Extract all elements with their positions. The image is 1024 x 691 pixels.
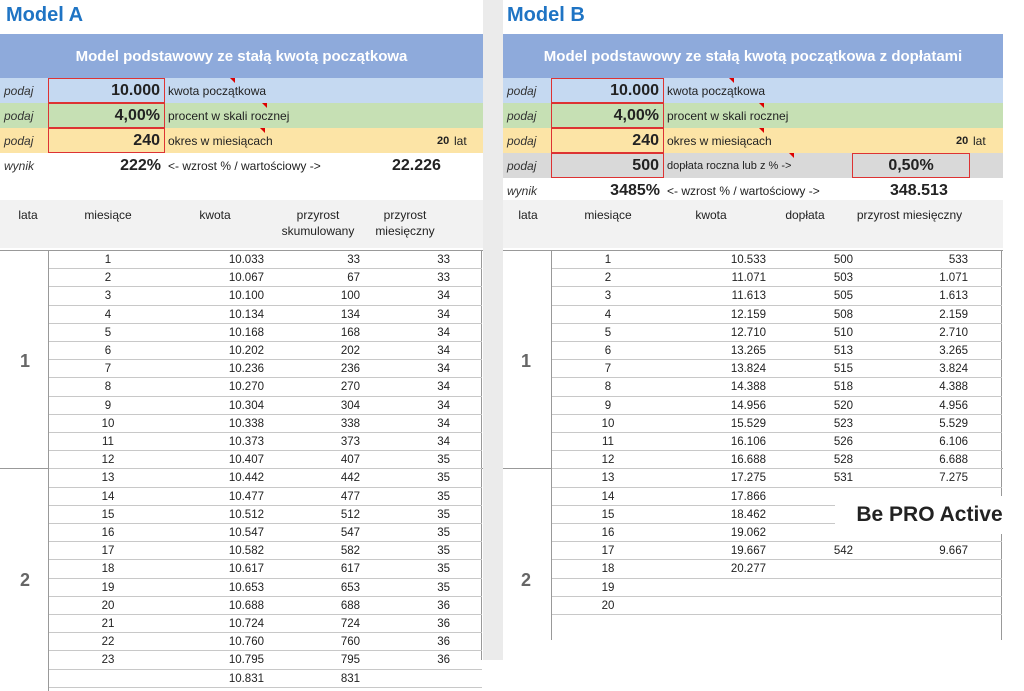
cell-miesiac: 15	[601, 508, 615, 521]
cell-miesiac: 17	[601, 545, 615, 558]
cell-miesiac: 1	[104, 254, 112, 266]
cell-kwota: 10.067	[228, 272, 264, 285]
doplata-percent-input[interactable]: 0,50%	[852, 153, 970, 178]
cell-kwota: 10.760	[228, 636, 264, 649]
header-przyrost-miesieczny: przyrost miesięczny	[856, 208, 963, 222]
table-row	[0, 506, 483, 524]
param-desc: procent w skali rocznej	[667, 108, 789, 123]
year-label: 2	[521, 570, 532, 590]
cell-przyrost-miesieczny: 4.388	[939, 381, 968, 394]
table-row	[0, 651, 483, 669]
cell-przyrost-skumulowany: 547	[340, 527, 360, 539]
table-row	[0, 542, 483, 560]
cell-doplata: 513	[833, 345, 853, 357]
cell-kwota: 10.304	[228, 399, 264, 412]
kwota-input[interactable]: 10.000	[551, 78, 664, 103]
cell-kwota	[693, 597, 766, 615]
cell-przyrost-miesieczny: 34	[437, 363, 450, 376]
cell-przyrost-miesieczny: 35	[437, 454, 450, 467]
cell-miesiac: 19	[601, 581, 615, 594]
cell-przyrost-miesieczny: 34	[437, 326, 450, 339]
cell-przyrost-skumulowany: 338	[340, 417, 360, 430]
cell-miesiac: 17	[101, 545, 115, 558]
cell-kwota: 19.062	[730, 527, 766, 539]
lata-value: 20	[956, 134, 969, 147]
cell-przyrost-miesieczny: 35	[437, 472, 450, 485]
cell-doplata: 510	[833, 326, 853, 339]
cell-doplata: 515	[833, 363, 853, 376]
cell-kwota: 10.202	[228, 345, 264, 357]
param-row-okres	[0, 128, 483, 153]
cell-kwota: 10.338	[228, 417, 264, 430]
table-row	[0, 360, 483, 378]
result-desc: <- wzrost % / wartościowy ->	[667, 183, 820, 198]
table-row	[503, 415, 1003, 433]
cell-miesiac: 11	[602, 436, 614, 448]
cell-przyrost-miesieczny: 35	[437, 508, 450, 521]
cell-doplata: 518	[833, 381, 853, 394]
cell-miesiac: 14	[101, 490, 115, 503]
table-row	[503, 287, 1003, 305]
table-row	[0, 451, 483, 469]
cell-doplata	[783, 597, 853, 615]
header-miesiace: miesiące	[84, 208, 132, 222]
table-row	[503, 342, 1003, 360]
cell-przyrost-miesieczny: 35	[437, 545, 450, 558]
year-label: 2	[20, 570, 31, 590]
okres-input[interactable]: 240	[48, 128, 165, 153]
table-row	[0, 633, 483, 651]
cell-przyrost-skumulowany: 442	[340, 472, 360, 485]
cell-przyrost-miesieczny: 1.071	[939, 272, 968, 285]
param-label: podaj	[507, 108, 537, 123]
cell-przyrost-skumulowany: 688	[340, 599, 360, 612]
cell-miesiac: 7	[104, 363, 112, 376]
cell-kwota: 10.533	[730, 254, 766, 266]
cell-miesiac: 12	[601, 454, 615, 467]
cell-doplata: 505	[833, 290, 853, 303]
cell-przyrost-miesieczny: 2.710	[939, 326, 968, 339]
cell-doplata: 503	[833, 272, 853, 285]
model-b-banner: Model podstawowy ze stałą kwotą początkowa z dopłatami	[503, 34, 1003, 78]
faded-bottom	[503, 640, 1024, 691]
cell-miesiac: 8	[604, 381, 612, 394]
cell-kwota: 15.529	[730, 417, 766, 430]
cell-miesiac: 8	[104, 381, 112, 394]
param-row-kwota	[0, 78, 483, 103]
table-row	[0, 306, 483, 324]
table-row	[503, 378, 1003, 396]
cell-przyrost-skumulowany: 617	[340, 563, 360, 576]
cell-miesiac: 3	[104, 290, 112, 303]
cell-kwota: 14.388	[730, 381, 766, 394]
table-row	[503, 324, 1003, 342]
cell-miesiac: 10	[601, 417, 615, 430]
cell-przyrost-miesieczny: 3.265	[939, 345, 968, 357]
cell-miesiac: 2	[104, 272, 112, 285]
table-row	[0, 524, 483, 542]
cell-miesiac: 6	[604, 345, 612, 357]
cell-miesiac: 12	[101, 454, 115, 467]
header-przyrost-miesieczny: przyrost miesięczny	[375, 208, 435, 238]
cell-przyrost-miesieczny: 3.824	[939, 363, 968, 376]
table-row	[503, 397, 1003, 415]
param-label: podaj	[4, 83, 34, 98]
table-row	[0, 324, 483, 342]
cell-miesiac: 19	[101, 581, 115, 594]
cell-kwota: 10.688	[228, 599, 264, 612]
cell-kwota: 11.071	[731, 272, 766, 285]
param-label: podaj	[507, 83, 537, 98]
table-row	[503, 360, 1003, 378]
cell-przyrost-skumulowany: 33	[347, 254, 360, 266]
table-row	[503, 542, 1003, 560]
cell-przyrost-skumulowany: 724	[340, 618, 360, 630]
watermark-text: Be PRO Active	[835, 496, 1024, 534]
cell-kwota: 13.824	[730, 363, 766, 376]
cell-przyrost-miesieczny: 34	[437, 399, 450, 412]
table-row	[0, 615, 483, 633]
param-label: podaj	[507, 133, 537, 148]
header-miesiace: miesiące	[584, 208, 632, 222]
cell-przyrost-miesieczny	[380, 670, 450, 688]
result-percent: 222%	[120, 156, 161, 174]
panel-divider	[483, 0, 503, 660]
table-row	[0, 378, 483, 396]
table-row	[503, 597, 1003, 615]
cell-przyrost-miesieczny: 33	[437, 272, 450, 285]
cell-przyrost-skumulowany: 67	[347, 272, 360, 285]
cell-przyrost-miesieczny	[883, 560, 968, 578]
param-row-doplata	[503, 153, 1003, 178]
cell-kwota: 10.033	[228, 254, 264, 266]
procent-input[interactable]: 4,00%	[551, 103, 664, 128]
procent-input[interactable]: 4,00%	[48, 103, 165, 128]
cell-miesiac: 4	[104, 308, 112, 321]
table-row	[0, 597, 483, 615]
cell-kwota: 10.373	[228, 436, 264, 448]
table-row	[0, 251, 483, 269]
cell-miesiac: 20	[101, 599, 115, 612]
cell-kwota: 10.512	[228, 508, 264, 521]
cell-przyrost-skumulowany: 304	[340, 399, 360, 412]
cell-przyrost-miesieczny: 533	[948, 254, 968, 266]
param-desc: procent w skali rocznej	[168, 108, 290, 123]
comment-indicator-icon[interactable]	[759, 103, 764, 108]
cell-kwota: 10.134	[228, 308, 264, 321]
cell-kwota: 20.277	[730, 563, 766, 576]
result-percent: 3485%	[610, 181, 660, 199]
cell-przyrost-miesieczny: 35	[437, 527, 450, 539]
cell-kwota: 10.724	[228, 618, 264, 630]
cell-przyrost-miesieczny: 36	[437, 636, 450, 649]
header-doplata: dopłata	[785, 208, 825, 222]
cell-kwota: 10.100	[228, 290, 264, 303]
result-desc: <- wzrost % / wartościowy ->	[168, 158, 321, 173]
table-row	[503, 560, 1003, 578]
cell-przyrost-skumulowany: 373	[340, 436, 360, 448]
row-separator	[49, 687, 482, 688]
cell-przyrost-miesieczny: 36	[437, 654, 450, 667]
cell-miesiac: 9	[104, 399, 112, 412]
cell-kwota: 10.407	[228, 454, 264, 467]
cell-przyrost-miesieczny: 5.529	[939, 417, 968, 430]
table-row	[503, 306, 1003, 324]
cell-przyrost-miesieczny	[883, 597, 968, 615]
cell-kwota: 10.270	[228, 381, 264, 394]
comment-indicator-icon[interactable]	[260, 128, 265, 133]
table-row	[0, 415, 483, 433]
model-a-panel	[0, 0, 483, 691]
cell-przyrost-miesieczny: 9.667	[939, 545, 968, 558]
cell-kwota: 12.710	[730, 326, 766, 339]
cell-przyrost-skumulowany: 270	[340, 381, 360, 394]
header-lata: lata	[518, 208, 538, 222]
year-label: 1	[20, 351, 31, 371]
cell-przyrost-miesieczny: 36	[437, 599, 450, 612]
cell-przyrost-skumulowany: 512	[340, 508, 360, 521]
cell-przyrost-miesieczny: 34	[437, 345, 450, 357]
kwota-input[interactable]: 10.000	[48, 78, 165, 103]
cell-doplata: 531	[833, 472, 853, 485]
cell-przyrost-skumulowany: 582	[340, 545, 360, 558]
row-separator	[552, 614, 1002, 615]
cell-miesiac: 9	[604, 399, 612, 412]
table-row	[0, 579, 483, 597]
param-desc: kwota początkowa	[168, 83, 267, 98]
comment-indicator-icon[interactable]	[789, 153, 794, 158]
cell-miesiac: 22	[101, 636, 115, 649]
cell-kwota: 13.265	[730, 345, 766, 357]
result-label: wynik	[4, 158, 35, 173]
cell-przyrost-miesieczny: 34	[437, 381, 450, 394]
cell-miesiac: 2	[604, 272, 612, 285]
cell-przyrost-miesieczny: 2.159	[939, 308, 968, 321]
model-b-panel	[503, 0, 1024, 691]
table-row	[503, 433, 1003, 451]
cell-przyrost-skumulowany: 236	[340, 363, 360, 376]
cell-miesiac: 1	[604, 254, 612, 266]
cell-przyrost-skumulowany: 407	[340, 454, 360, 467]
cell-kwota: 12.159	[730, 308, 766, 321]
cell-miesiac	[78, 670, 138, 688]
comment-indicator-icon[interactable]	[230, 78, 235, 83]
doplata-input[interactable]: 500	[551, 153, 664, 178]
param-desc: okres w miesiącach	[168, 133, 273, 148]
table-row	[0, 560, 483, 578]
param-desc: dopłata roczna lub z % ->	[667, 159, 792, 172]
cell-doplata: 526	[833, 436, 853, 448]
cell-miesiac: 6	[104, 345, 112, 357]
param-row-procent	[0, 103, 483, 128]
cell-przyrost-miesieczny: 35	[437, 581, 450, 594]
table-row	[0, 397, 483, 415]
param-row-okres	[503, 128, 1003, 153]
cell-kwota: 17.275	[730, 472, 766, 485]
header-kwota: kwota	[695, 208, 727, 222]
cell-miesiac: 4	[604, 308, 612, 321]
cell-przyrost-skumulowany: 795	[340, 654, 360, 667]
cell-przyrost-miesieczny: 35	[437, 490, 450, 503]
cell-kwota: 18.462	[730, 508, 766, 521]
lata-unit: lat	[454, 133, 467, 148]
cell-doplata	[783, 579, 853, 597]
model-a-title: Model A	[6, 4, 84, 26]
cell-przyrost-skumulowany: 134	[340, 308, 360, 321]
cell-kwota: 10.617	[228, 563, 264, 576]
cell-miesiac: 20	[601, 599, 615, 612]
cell-doplata: 508	[833, 308, 853, 321]
cell-kwota: 19.667	[730, 545, 766, 558]
comment-indicator-icon[interactable]	[759, 128, 764, 133]
cell-przyrost-miesieczny: 35	[437, 563, 450, 576]
okres-input[interactable]: 240	[551, 128, 664, 153]
cell-doplata: 520	[833, 399, 853, 412]
cell-miesiac: 21	[101, 618, 115, 630]
table-row	[503, 251, 1003, 269]
header-lata: lata	[18, 208, 38, 222]
cell-kwota: 16.688	[730, 454, 766, 467]
header-kwota: kwota	[199, 208, 231, 222]
table-row	[503, 469, 1003, 487]
param-label: podaj	[4, 108, 34, 123]
cell-miesiac: 18	[601, 563, 615, 576]
cell-przyrost-miesieczny: 4.956	[939, 399, 968, 412]
param-label: podaj	[4, 133, 34, 148]
cell-doplata: 523	[833, 417, 853, 430]
cell-przyrost-miesieczny: 33	[437, 254, 450, 266]
cell-miesiac: 18	[101, 563, 115, 576]
table-row	[0, 287, 483, 305]
cell-przyrost-miesieczny: 1.613	[939, 290, 968, 303]
lata-unit: lat	[973, 133, 986, 148]
table-row	[0, 469, 483, 487]
cell-przyrost-miesieczny	[883, 579, 968, 597]
param-label: podaj	[507, 158, 537, 173]
cell-miesiac: 7	[604, 363, 612, 376]
model-b-title: Model B	[507, 4, 585, 26]
result-label: wynik	[507, 183, 538, 198]
model-a-banner: Model podstawowy ze stałą kwotą początkowa	[0, 34, 483, 78]
cell-doplata	[783, 560, 853, 578]
cell-miesiac: 10	[101, 417, 115, 430]
table-row	[0, 342, 483, 360]
cell-przyrost-miesieczny: 34	[437, 308, 450, 321]
cell-miesiac: 5	[104, 326, 112, 339]
cell-kwota: 10.168	[228, 326, 264, 339]
cell-miesiac: 5	[604, 326, 612, 339]
cell-kwota: 14.956	[730, 399, 766, 412]
param-desc: okres w miesiącach	[667, 133, 772, 148]
cell-przyrost-miesieczny: 34	[437, 290, 450, 303]
cell-kwota	[693, 579, 766, 597]
lata-value: 20	[437, 134, 450, 147]
cell-kwota: 10.582	[228, 545, 264, 558]
cell-miesiac: 13	[101, 472, 115, 485]
cell-kwota: 11.613	[731, 290, 766, 303]
cell-przyrost-skumulowany: 202	[340, 345, 360, 357]
cell-przyrost-miesieczny: 34	[437, 417, 450, 430]
comment-indicator-icon[interactable]	[262, 103, 267, 108]
cell-przyrost-miesieczny: 7.275	[939, 472, 968, 485]
cell-przyrost-skumulowany: 760	[340, 636, 360, 649]
param-row-kwota	[503, 78, 1003, 103]
cell-przyrost-skumulowany: 168	[340, 326, 360, 339]
cell-kwota: 10.547	[228, 527, 264, 539]
cell-kwota: 10.236	[228, 363, 264, 376]
result-amount: 22.226	[392, 156, 441, 174]
cell-doplata: 528	[833, 454, 853, 467]
cell-przyrost-skumulowany: 653	[340, 581, 360, 594]
cell-przyrost-skumulowany: 477	[340, 490, 360, 503]
cell-doplata: 500	[833, 254, 853, 266]
table-row	[0, 488, 483, 506]
cell-przyrost-miesieczny: 6.106	[939, 436, 968, 448]
cell-miesiac: 23	[101, 654, 115, 667]
cell-kwota: 10.653	[228, 581, 264, 594]
cell-miesiac: 16	[101, 527, 115, 539]
comment-indicator-icon[interactable]	[729, 78, 734, 83]
param-row-procent	[503, 103, 1003, 128]
table-row	[0, 433, 483, 451]
cell-kwota: 10.477	[228, 490, 264, 503]
cell-kwota: 10.795	[228, 654, 264, 667]
cell-miesiac: 11	[102, 436, 114, 448]
cell-przyrost-miesieczny: 6.688	[939, 454, 968, 467]
table-row	[0, 670, 483, 688]
cell-miesiac: 13	[601, 472, 615, 485]
cell-kwota: 10.831	[228, 672, 264, 685]
table-row	[0, 269, 483, 287]
table-row	[503, 451, 1003, 469]
cell-miesiac: 3	[604, 290, 612, 303]
param-desc: kwota początkowa	[667, 83, 766, 98]
cell-miesiac: 16	[601, 527, 615, 539]
cell-przyrost-skumulowany: 100	[340, 290, 360, 303]
result-amount: 348.513	[890, 181, 948, 199]
header-przyrost-skumulowany: przyrost skumulowany	[281, 208, 355, 238]
cell-kwota: 17.866	[730, 490, 766, 503]
cell-miesiac: 15	[101, 508, 115, 521]
table-row	[503, 269, 1003, 287]
result-row	[0, 153, 483, 178]
cell-przyrost-miesieczny: 34	[437, 436, 450, 448]
year-label: 1	[521, 351, 532, 371]
cell-miesiac: 14	[601, 490, 615, 503]
cell-kwota: 16.106	[730, 436, 766, 448]
cell-doplata: 542	[833, 545, 853, 558]
cell-przyrost-skumulowany: 831	[340, 672, 360, 685]
cell-przyrost-miesieczny: 36	[437, 618, 450, 630]
cell-kwota: 10.442	[228, 472, 264, 485]
table-row	[503, 579, 1003, 597]
